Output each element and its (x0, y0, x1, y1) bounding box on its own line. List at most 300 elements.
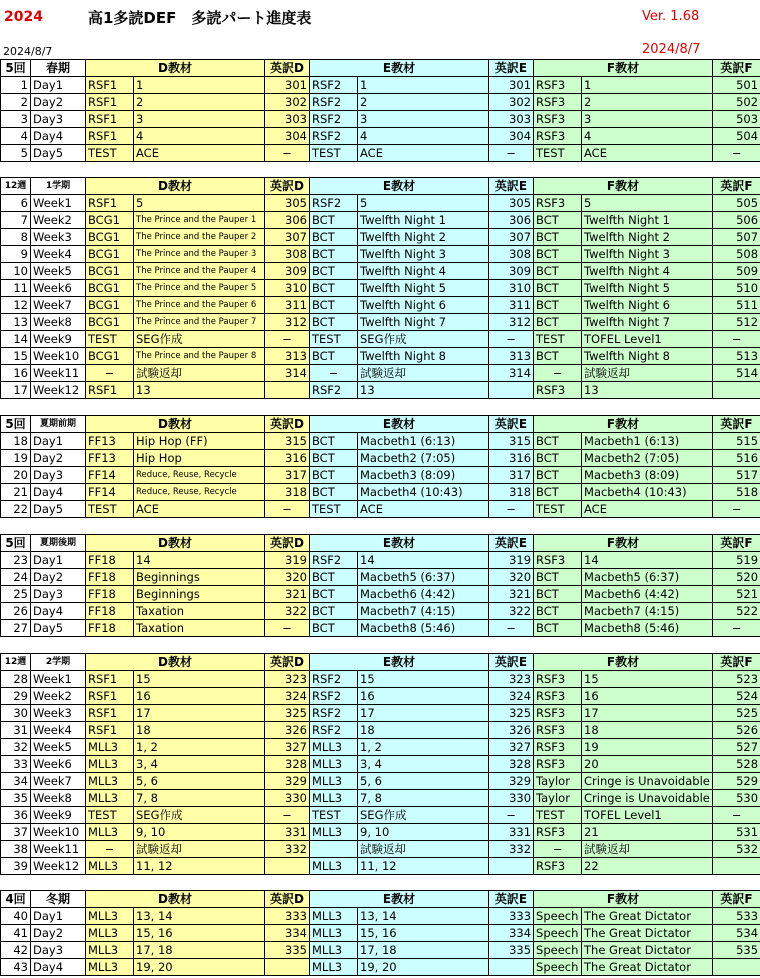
e-material-header: E教材 (310, 891, 489, 908)
table-row (1, 195, 760, 212)
table-cell: RSF3 (534, 756, 582, 773)
table-cell: 518 (713, 484, 760, 501)
table-cell: MLL3 (310, 739, 358, 756)
table-cell: FF18 (86, 569, 134, 586)
table-row (1, 331, 760, 348)
table-cell: TEST (86, 501, 134, 518)
table-cell: RSF1 (86, 688, 134, 705)
table-cell (489, 858, 534, 875)
table-row (1, 450, 760, 467)
table-cell: 7, 8 (358, 790, 489, 807)
table-cell: − (713, 331, 760, 348)
table-cell: RSF2 (310, 111, 358, 128)
table-cell: Macbeth8 (5:46) (358, 620, 489, 637)
section-header-row (1, 416, 760, 433)
table-cell: 17 (358, 705, 489, 722)
table-cell: 332 (265, 841, 310, 858)
table-cell: − (713, 145, 760, 162)
table-row (1, 433, 760, 450)
table-cell: Week4 (31, 722, 86, 739)
table-cell: 302 (489, 94, 534, 111)
table-cell: 12 (1, 297, 31, 314)
e-material-header: E教材 (310, 654, 489, 671)
table-cell: 531 (713, 824, 760, 841)
table-cell: BCT (310, 297, 358, 314)
table-cell: Speech (534, 908, 582, 925)
table-cell: BCT (534, 433, 582, 450)
date-right: 2024/8/7 (642, 42, 701, 57)
table-cell: 306 (265, 212, 310, 229)
table-cell: 18 (134, 722, 265, 739)
table-cell: SEG作成 (358, 807, 489, 824)
section-header-row (1, 178, 760, 195)
table-cell: 529 (713, 773, 760, 790)
table-cell: Hip Hop (FF) (134, 433, 265, 450)
table-row (1, 552, 760, 569)
table-cell: 325 (489, 705, 534, 722)
table-cell: MLL3 (310, 959, 358, 976)
table-cell: The Prince and the Pauper 3 (134, 246, 265, 263)
e-translation-header: 英訳E (489, 654, 534, 671)
page-title: 高1多読DEF 多読パート進度表 (88, 9, 312, 27)
f-translation-header: 英訳F (713, 178, 760, 195)
table-row (1, 908, 760, 925)
table-cell: Day5 (31, 501, 86, 518)
table-row (1, 722, 760, 739)
e-translation-header: 英訳E (489, 416, 534, 433)
table-cell: 322 (489, 603, 534, 620)
table-cell: 523 (713, 671, 760, 688)
table-row (1, 365, 760, 382)
table-cell: 2 (134, 94, 265, 111)
table-cell: TEST (310, 145, 358, 162)
table-cell: 332 (489, 841, 534, 858)
table-cell: Twelfth Night 4 (358, 263, 489, 280)
table-cell: 4 (358, 128, 489, 145)
table-cell: RSF2 (310, 688, 358, 705)
table-cell: RSF1 (86, 111, 134, 128)
table-row (1, 858, 760, 875)
table-cell: Week9 (31, 331, 86, 348)
table-cell: 2 (358, 94, 489, 111)
schedule-section (0, 177, 760, 399)
table-cell: Cringe is Unavoidable (582, 790, 713, 807)
table-cell: 31 (1, 722, 31, 739)
table-cell: MLL3 (310, 756, 358, 773)
table-cell: 41 (1, 925, 31, 942)
table-cell: Day3 (31, 467, 86, 484)
table-cell: 7 (1, 212, 31, 229)
table-cell: 514 (713, 365, 760, 382)
term-header: 冬期 (31, 891, 86, 908)
table-row (1, 620, 760, 637)
table-row (1, 382, 760, 399)
table-cell: Twelfth Night 8 (582, 348, 713, 365)
table-cell: 18 (1, 433, 31, 450)
table-cell: 320 (265, 569, 310, 586)
table-cell: RSF2 (310, 552, 358, 569)
table-cell: BCG1 (86, 280, 134, 297)
table-cell: 525 (713, 705, 760, 722)
table-cell: Twelfth Night 6 (358, 297, 489, 314)
table-cell: RSF2 (310, 195, 358, 212)
table-cell: 17 (134, 705, 265, 722)
table-cell: FF18 (86, 552, 134, 569)
table-cell: Speech (534, 959, 582, 976)
table-cell: TEST (534, 331, 582, 348)
table-cell: 512 (713, 314, 760, 331)
table-cell: Twelfth Night 8 (358, 348, 489, 365)
table-cell: RSF3 (534, 382, 582, 399)
table-row (1, 688, 760, 705)
table-row (1, 297, 760, 314)
table-cell: 307 (489, 229, 534, 246)
count-header: 5回 (1, 535, 31, 552)
table-cell: 29 (1, 688, 31, 705)
table-row (1, 705, 760, 722)
table-cell: BCT (310, 603, 358, 620)
table-cell: Day1 (31, 552, 86, 569)
table-cell: 1 (1, 77, 31, 94)
table-cell (489, 959, 534, 976)
term-header: 春期 (31, 60, 86, 77)
f-translation-header: 英訳F (713, 654, 760, 671)
table-cell: 314 (489, 365, 534, 382)
table-cell: 335 (265, 942, 310, 959)
table-cell: Taxation (134, 603, 265, 620)
table-cell: 13 (1, 314, 31, 331)
e-material-header: E教材 (310, 416, 489, 433)
table-cell: Twelfth Night 5 (582, 280, 713, 297)
term-header: 2学期 (31, 654, 86, 671)
table-cell: Twelfth Night 5 (358, 280, 489, 297)
table-cell: RSF3 (534, 739, 582, 756)
table-cell: BCT (534, 603, 582, 620)
table-cell: Week5 (31, 739, 86, 756)
table-cell: Macbeth6 (4:42) (582, 586, 713, 603)
table-cell: Week11 (31, 365, 86, 382)
table-cell: 13, 14 (134, 908, 265, 925)
table-cell: 17 (582, 705, 713, 722)
table-cell: RSF3 (534, 195, 582, 212)
term-header: 1学期 (31, 178, 86, 195)
table-cell: ACE (582, 501, 713, 518)
table-cell: 3 (582, 111, 713, 128)
table-cell: Week4 (31, 246, 86, 263)
table-row (1, 925, 760, 942)
table-cell: MLL3 (86, 858, 134, 875)
table-cell: 26 (1, 603, 31, 620)
table-cell: Macbeth1 (6:13) (358, 433, 489, 450)
table-cell: 326 (489, 722, 534, 739)
table-cell: BCT (534, 212, 582, 229)
table-cell: RSF2 (310, 382, 358, 399)
table-cell: Week12 (31, 858, 86, 875)
table-cell: 506 (713, 212, 760, 229)
table-cell: MLL3 (310, 942, 358, 959)
table-cell: Day3 (31, 586, 86, 603)
table-cell: 308 (265, 246, 310, 263)
table-cell: RSF3 (534, 552, 582, 569)
table-cell: 532 (713, 841, 760, 858)
table-cell: Macbeth8 (5:46) (582, 620, 713, 637)
table-cell: MLL3 (310, 773, 358, 790)
table-cell: 313 (489, 348, 534, 365)
table-row (1, 942, 760, 959)
table-cell: Macbeth5 (6:37) (358, 569, 489, 586)
table-cell: 303 (489, 111, 534, 128)
table-cell: 334 (265, 925, 310, 942)
table-cell: 16 (358, 688, 489, 705)
table-cell: TEST (86, 331, 134, 348)
table-cell: SEG作成 (134, 331, 265, 348)
table-cell: 42 (1, 942, 31, 959)
table-cell: 34 (1, 773, 31, 790)
table-cell: 321 (489, 586, 534, 603)
table-cell: BCT (310, 433, 358, 450)
table-row (1, 128, 760, 145)
year-label: 2024 (4, 9, 43, 25)
table-cell: Twelfth Night 6 (582, 297, 713, 314)
count-header: 5回 (1, 416, 31, 433)
table-cell: 320 (489, 569, 534, 586)
table-cell: BCG1 (86, 263, 134, 280)
table-cell: − (713, 620, 760, 637)
table-cell: 311 (489, 297, 534, 314)
e-material-header: E教材 (310, 178, 489, 195)
table-cell: BCT (310, 246, 358, 263)
table-cell: Week3 (31, 229, 86, 246)
f-material-header: F教材 (534, 654, 713, 671)
table-cell: RSF3 (534, 688, 582, 705)
table-row (1, 790, 760, 807)
f-translation-header: 英訳F (713, 60, 760, 77)
section-header-row (1, 891, 760, 908)
e-translation-header: 英訳E (489, 60, 534, 77)
table-cell: SEG作成 (358, 331, 489, 348)
table-cell: 307 (265, 229, 310, 246)
date-row (0, 40, 760, 59)
table-cell: 515 (713, 433, 760, 450)
table-cell: Macbeth2 (7:05) (358, 450, 489, 467)
table-cell: FF14 (86, 484, 134, 501)
table-cell: Macbeth1 (6:13) (582, 433, 713, 450)
table-cell: Day4 (31, 128, 86, 145)
table-cell: 32 (1, 739, 31, 756)
table-cell: The Prince and the Pauper 1 (134, 212, 265, 229)
table-cell: 5 (582, 195, 713, 212)
table-cell: SEG作成 (134, 807, 265, 824)
table-row (1, 314, 760, 331)
table-cell: 30 (1, 705, 31, 722)
table-cell: 19, 20 (134, 959, 265, 976)
table-cell: Twelfth Night 1 (358, 212, 489, 229)
table-cell: RSF3 (534, 94, 582, 111)
table-cell: BCT (534, 229, 582, 246)
table-cell: Macbeth3 (8:09) (582, 467, 713, 484)
table-cell: 316 (265, 450, 310, 467)
f-material-header: F教材 (534, 178, 713, 195)
table-cell: 510 (713, 280, 760, 297)
table-cell: 1 (582, 77, 713, 94)
d-translation-header: 英訳D (265, 891, 310, 908)
table-cell: 15, 16 (134, 925, 265, 942)
table-cell (713, 959, 760, 976)
table-row (1, 807, 760, 824)
table-row (1, 111, 760, 128)
table-cell: 509 (713, 263, 760, 280)
table-cell: 2 (582, 94, 713, 111)
count-header: 5回 (1, 60, 31, 77)
table-cell: 20 (582, 756, 713, 773)
table-cell: RSF2 (310, 722, 358, 739)
table-cell: BCT (310, 263, 358, 280)
table-cell: Speech (534, 925, 582, 942)
d-material-header: D教材 (86, 60, 265, 77)
table-cell: 507 (713, 229, 760, 246)
table-cell: 試験返却 (134, 365, 265, 382)
table-cell: FF18 (86, 620, 134, 637)
table-row (1, 569, 760, 586)
table-cell: BCT (310, 348, 358, 365)
table-cell: BCT (310, 620, 358, 637)
table-cell: The Great Dictator (582, 942, 713, 959)
table-cell: 19, 20 (358, 959, 489, 976)
table-row (1, 280, 760, 297)
table-cell: BCG1 (86, 314, 134, 331)
table-cell: FF14 (86, 467, 134, 484)
table-cell: 19 (1, 450, 31, 467)
table-cell: 38 (1, 841, 31, 858)
schedule-section (0, 890, 760, 976)
e-material-header: E教材 (310, 60, 489, 77)
table-cell: 試験返却 (582, 841, 713, 858)
table-cell: − (489, 145, 534, 162)
table-cell: 511 (713, 297, 760, 314)
table-cell: 15 (358, 671, 489, 688)
table-row (1, 773, 760, 790)
table-cell: Day5 (31, 620, 86, 637)
table-cell: MLL3 (86, 959, 134, 976)
e-material-header: E教材 (310, 535, 489, 552)
table-cell: BCT (534, 586, 582, 603)
f-translation-header: 英訳F (713, 535, 760, 552)
table-cell: 534 (713, 925, 760, 942)
table-cell: The Prince and the Pauper 8 (134, 348, 265, 365)
table-cell: 312 (489, 314, 534, 331)
table-cell: MLL3 (86, 824, 134, 841)
table-cell: 315 (489, 433, 534, 450)
table-cell: BCG1 (86, 229, 134, 246)
table-cell: Week2 (31, 212, 86, 229)
table-cell: 15 (134, 671, 265, 688)
table-cell: 330 (489, 790, 534, 807)
table-cell: 11, 12 (134, 858, 265, 875)
table-cell: 530 (713, 790, 760, 807)
table-cell: BCG1 (86, 212, 134, 229)
table-cell: BCT (534, 263, 582, 280)
d-material-header: D教材 (86, 416, 265, 433)
table-cell: BCT (310, 569, 358, 586)
table-cell: BCT (534, 620, 582, 637)
table-cell: BCT (534, 314, 582, 331)
table-cell: BCT (534, 484, 582, 501)
table-cell: 318 (265, 484, 310, 501)
table-cell: 1, 2 (358, 739, 489, 756)
table-cell: Week12 (31, 382, 86, 399)
table-cell: ACE (134, 145, 265, 162)
d-material-header: D教材 (86, 654, 265, 671)
table-cell: 13 (582, 382, 713, 399)
table-cell: The Great Dictator (582, 959, 713, 976)
table-cell: RSF1 (86, 382, 134, 399)
table-cell: Day5 (31, 145, 86, 162)
table-cell: RSF1 (86, 671, 134, 688)
table-cell: 3 (1, 111, 31, 128)
table-cell: Week5 (31, 263, 86, 280)
table-cell: Day4 (31, 959, 86, 976)
table-cell: Reduce, Reuse, Recycle (134, 484, 265, 501)
table-cell: Beginnings (134, 586, 265, 603)
schedule-section (0, 534, 760, 637)
table-cell: MLL3 (86, 925, 134, 942)
section-header-row (1, 654, 760, 671)
table-cell: Week8 (31, 790, 86, 807)
table-cell: RSF3 (534, 111, 582, 128)
d-translation-header: 英訳D (265, 60, 310, 77)
table-cell: BCT (534, 467, 582, 484)
table-cell: BCG1 (86, 297, 134, 314)
table-cell: 308 (489, 246, 534, 263)
table-cell: 35 (1, 790, 31, 807)
table-cell: The Prince and the Pauper 5 (134, 280, 265, 297)
table-cell: 503 (713, 111, 760, 128)
table-row (1, 229, 760, 246)
table-cell: RSF3 (534, 705, 582, 722)
table-cell: RSF2 (310, 94, 358, 111)
table-cell: 13 (134, 382, 265, 399)
date-left: 2024/8/7 (3, 45, 53, 58)
table-cell: Speech (534, 942, 582, 959)
table-cell: 310 (265, 280, 310, 297)
table-cell: 526 (713, 722, 760, 739)
table-cell: − (489, 807, 534, 824)
table-cell: MLL3 (310, 908, 358, 925)
table-cell: 14 (1, 331, 31, 348)
table-cell: 527 (713, 739, 760, 756)
table-cell: 311 (265, 297, 310, 314)
table-cell: − (489, 331, 534, 348)
table-cell: RSF3 (534, 671, 582, 688)
table-cell: 15 (1, 348, 31, 365)
table-cell: BCT (534, 348, 582, 365)
table-row (1, 145, 760, 162)
table-cell: 3 (358, 111, 489, 128)
table-cell: 試験返却 (358, 365, 489, 382)
table-cell: Week2 (31, 688, 86, 705)
table-cell: Twelfth Night 3 (358, 246, 489, 263)
table-cell: 5 (1, 145, 31, 162)
table-cell: RSF2 (310, 705, 358, 722)
table-cell: 14 (134, 552, 265, 569)
table-cell: 13 (358, 382, 489, 399)
table-cell: 39 (1, 858, 31, 875)
table-cell: The Prince and the Pauper 2 (134, 229, 265, 246)
table-cell: BCT (534, 569, 582, 586)
table-cell: 5 (134, 195, 265, 212)
table-cell: 16 (582, 688, 713, 705)
table-cell: BCT (534, 246, 582, 263)
